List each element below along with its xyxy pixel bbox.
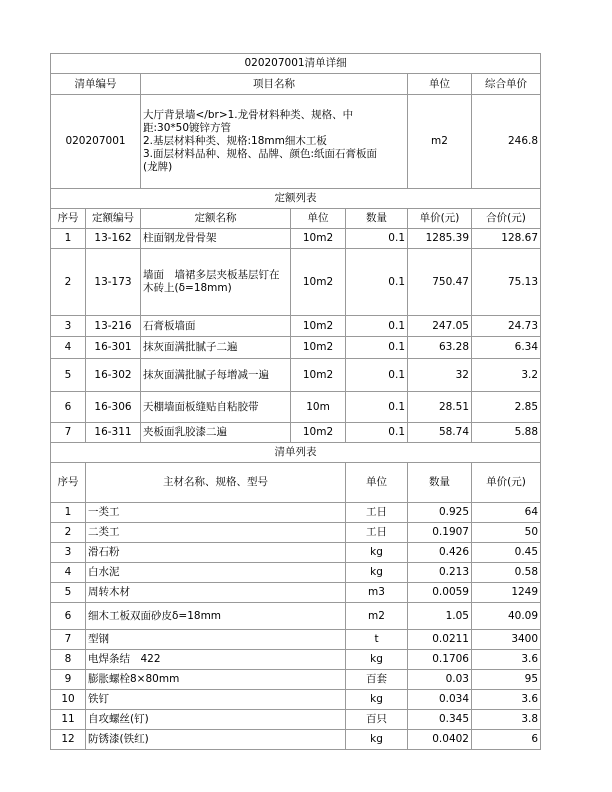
mat-price: 0.58 [472,563,541,583]
quota-unit: 10m2 [291,423,346,443]
quota-total: 3.2 [472,359,541,392]
quota-row [51,249,541,316]
quota-row [51,337,541,359]
mat-no: 11 [51,710,86,730]
mat-unit: t [346,630,408,650]
quota-code: 13-173 [86,249,141,316]
code-header: 清单编号 [51,74,141,95]
material-row [51,670,541,690]
quota-no-header: 序号 [51,209,86,229]
quota-total: 2.85 [472,392,541,423]
quota-unit: 10m2 [291,359,346,392]
mat-no: 9 [51,670,86,690]
quota-price-header: 单价(元) [408,209,472,229]
mat-no: 4 [51,563,86,583]
quota-price: 750.47 [408,249,472,316]
quota-unit: 10m2 [291,229,346,249]
mat-qty: 0.03 [408,670,472,690]
quota-row [51,423,541,443]
quota-name: 石膏板墙面 [141,316,291,337]
mat-name: 防锈漆(铁红) [86,730,346,750]
name-header: 项目名称 [141,74,408,95]
quota-qty: 0.1 [346,337,408,359]
mat-name: 型钢 [86,630,346,650]
quota-qty: 0.1 [346,316,408,337]
material-row [51,503,541,523]
mat-price: 95 [472,670,541,690]
quota-name-header: 定额名称 [141,209,291,229]
mat-name: 自攻螺丝(钉) [86,710,346,730]
item-code: 020207001 [51,95,141,189]
materials-section [51,443,541,750]
mat-unit-header: 单位 [346,463,408,503]
quota-qty: 0.1 [346,359,408,392]
mat-unit: m2 [346,603,408,630]
mat-price: 0.45 [472,543,541,563]
quota-no: 6 [51,392,86,423]
quota-no: 1 [51,229,86,249]
quota-section [51,189,541,443]
mat-unit: 工日 [346,503,408,523]
material-row [51,730,541,750]
mat-price: 40.09 [472,603,541,630]
quota-qty: 0.1 [346,392,408,423]
mat-qty: 0.0059 [408,583,472,603]
item-desc-line: (龙牌) [143,161,173,173]
mat-price: 3400 [472,630,541,650]
mat-qty: 0.345 [408,710,472,730]
quota-price: 28.51 [408,392,472,423]
mat-qty: 0.1907 [408,523,472,543]
mat-unit: 工日 [346,523,408,543]
quota-name: 柱面钢龙骨骨架 [141,229,291,249]
mat-name: 一类工 [86,503,346,523]
quota-code: 16-306 [86,392,141,423]
mat-name: 白水泥 [86,563,346,583]
bill-detail-table [50,53,541,750]
table-title: 020207001清单详细 [51,54,541,74]
mat-unit: 百只 [346,710,408,730]
mat-name: 电焊条结 422 [86,650,346,670]
quota-no: 7 [51,423,86,443]
quota-total: 75.13 [472,249,541,316]
quota-name: 夹板面乳胶漆二遍 [141,423,291,443]
quota-unit: 10m [291,392,346,423]
quota-price: 32 [408,359,472,392]
material-row [51,710,541,730]
mat-qty: 0.0211 [408,630,472,650]
item-price: 246.8 [472,95,541,189]
mat-name: 膨胀螺栓8×80mm [86,670,346,690]
quota-price: 58.74 [408,423,472,443]
quota-no: 3 [51,316,86,337]
quota-name: 抹灰面满批腻子二遍 [141,337,291,359]
quota-row [51,392,541,423]
quota-qty: 0.1 [346,249,408,316]
quota-unit: 10m2 [291,249,346,316]
quota-name: 天棚墙面板缝贴自粘胶带 [141,392,291,423]
mat-no: 12 [51,730,86,750]
item-desc-line: 距:30*50镀锌方管 [143,122,232,134]
quota-row [51,359,541,392]
mat-unit: kg [346,690,408,710]
material-row [51,690,541,710]
material-row [51,650,541,670]
item-desc-line: 大厅背景墙</br>1.龙骨材料种类、规格、中 [143,109,354,121]
quota-unit: 10m2 [291,337,346,359]
mat-unit: m3 [346,583,408,603]
mat-name: 滑石粉 [86,543,346,563]
quota-qty-header: 数量 [346,209,408,229]
mat-unit: kg [346,543,408,563]
mat-qty: 1.05 [408,603,472,630]
mat-price: 3.6 [472,690,541,710]
mat-no: 1 [51,503,86,523]
quota-total: 128.67 [472,229,541,249]
unit-header: 单位 [408,74,472,95]
mat-qty: 0.0402 [408,730,472,750]
mat-price: 50 [472,523,541,543]
mat-name-header: 主材名称、规格、型号 [86,463,346,503]
mat-name: 铁钉 [86,690,346,710]
quota-qty: 0.1 [346,229,408,249]
quota-row [51,316,541,337]
mat-qty: 0.1706 [408,650,472,670]
mat-name: 细木工板双面砂皮δ=18mm [86,603,346,630]
quota-price: 63.28 [408,337,472,359]
material-row [51,583,541,603]
quota-row [51,229,541,249]
material-row [51,563,541,583]
mat-price: 6 [472,730,541,750]
material-row [51,523,541,543]
quota-code: 13-162 [86,229,141,249]
mat-no-header: 序号 [51,463,86,503]
mat-unit: kg [346,563,408,583]
quota-unit: 10m2 [291,316,346,337]
mat-qty: 0.034 [408,690,472,710]
material-row [51,630,541,650]
quota-total: 5.88 [472,423,541,443]
material-row [51,603,541,630]
mat-name: 二类工 [86,523,346,543]
quota-unit-header: 单位 [291,209,346,229]
mat-no: 7 [51,630,86,650]
mat-unit: kg [346,730,408,750]
quota-total: 24.73 [472,316,541,337]
quota-total-header: 合价(元) [472,209,541,229]
quota-no: 2 [51,249,86,316]
quota-price: 247.05 [408,316,472,337]
mat-price: 3.8 [472,710,541,730]
quota-section-title: 定额列表 [51,189,541,209]
mat-qty: 0.213 [408,563,472,583]
quota-code: 13-216 [86,316,141,337]
mat-no: 2 [51,523,86,543]
mat-price: 1249 [472,583,541,603]
material-row [51,543,541,563]
mat-no: 3 [51,543,86,563]
quota-no: 4 [51,337,86,359]
quota-code-header: 定额编号 [86,209,141,229]
price-header: 综合单价 [472,74,541,95]
item-description [141,95,408,189]
quota-no: 5 [51,359,86,392]
materials-section-title: 清单列表 [51,443,541,463]
mat-no: 6 [51,603,86,630]
mat-no: 10 [51,690,86,710]
quota-total: 6.34 [472,337,541,359]
quota-code: 16-301 [86,337,141,359]
mat-qty: 0.925 [408,503,472,523]
mat-no: 8 [51,650,86,670]
mat-qty-header: 数量 [408,463,472,503]
mat-price-header: 单价(元) [472,463,541,503]
mat-price: 64 [472,503,541,523]
quota-code: 16-302 [86,359,141,392]
quota-qty: 0.1 [346,423,408,443]
mat-unit: 百套 [346,670,408,690]
quota-name: 墙面 墙裙多层夹板基层钉在木砖上(δ=18mm) [141,249,291,316]
item-desc-line: 3.面层材料品种、规格、品牌、颜色:纸面石膏板面 [143,148,378,160]
item-unit: m2 [408,95,472,189]
mat-unit: kg [346,650,408,670]
quota-price: 1285.39 [408,229,472,249]
mat-qty: 0.426 [408,543,472,563]
quota-name: 抹灰面满批腻子每增减一遍 [141,359,291,392]
item-desc-line: 2.基层材料种类、规格:18mm细木工板 [143,135,327,147]
mat-price: 3.6 [472,650,541,670]
quota-code: 16-311 [86,423,141,443]
mat-name: 周转木材 [86,583,346,603]
mat-no: 5 [51,583,86,603]
